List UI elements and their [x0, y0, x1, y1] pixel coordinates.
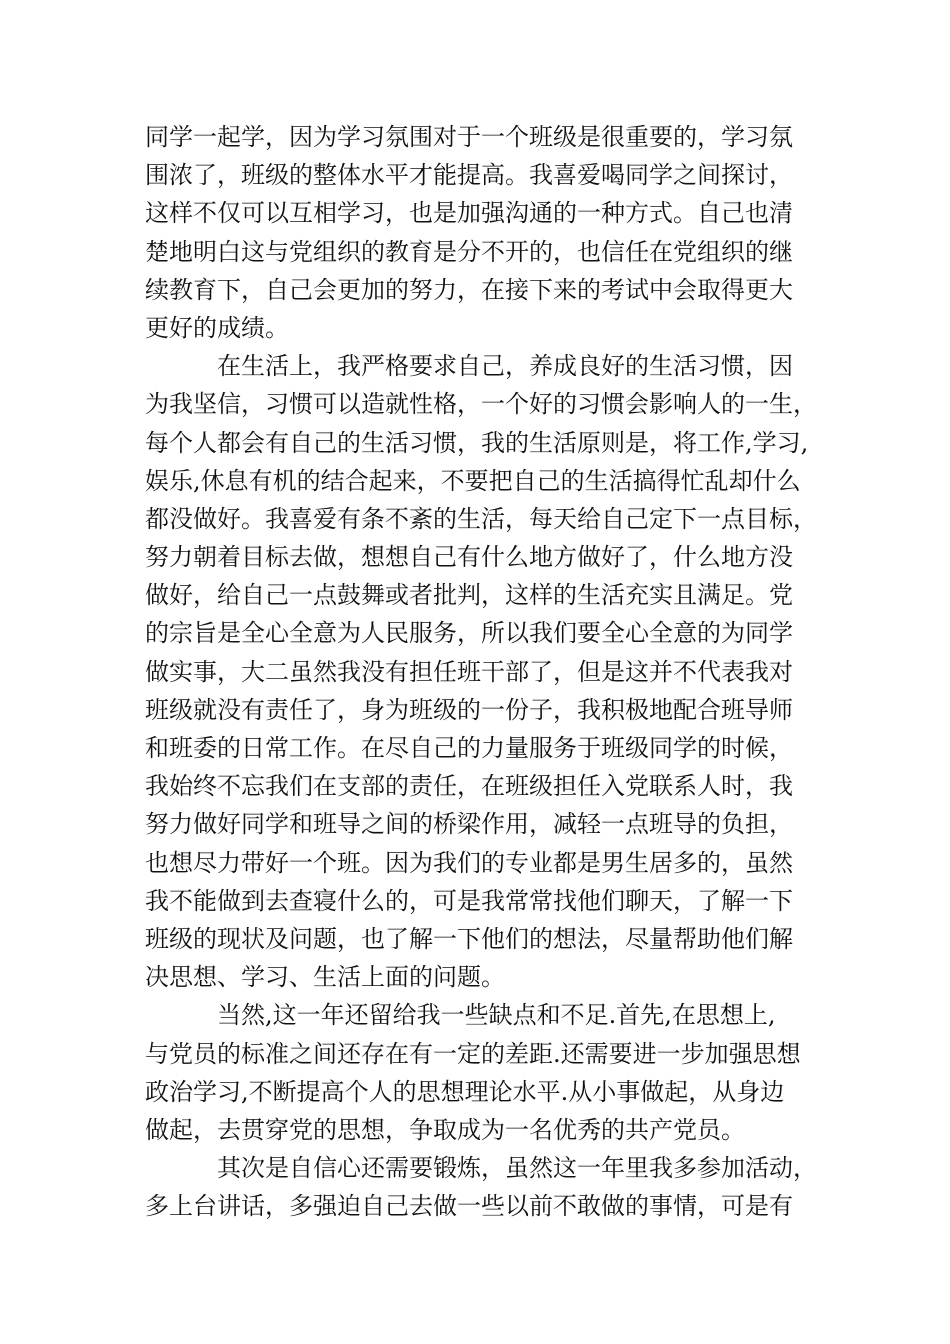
text-line: 更好的成绩。	[145, 313, 289, 342]
text-line: 为我坚信，习惯可以造就性格，一个好的习惯会影响人的一生，	[145, 390, 817, 419]
text-line: 与党员的标准之间还存在有一定的差距.还需要进一步加强思想	[145, 1039, 801, 1068]
text-line: 班级的现状及问题，也了解一下他们的想法，尽量帮助他们解	[145, 924, 793, 953]
paragraph-first-line: 当然,这一年还留给我一些缺点和不足.首先,在思想上,	[217, 1001, 776, 1030]
body-text	[145, 118, 817, 1225]
text-line: 和班委的日常工作。在尽自己的力量服务于班级同学的时候，	[145, 734, 793, 762]
text-line: 同学一起学，因为学习氛围对于一个班级是很重要的，学习氛	[145, 123, 793, 151]
text-line: 每个人都会有自己的生活习惯，我的生活原则是，将工作,学习,	[145, 428, 809, 457]
text-line: 决思想、学习、生活上面的问题。	[145, 963, 505, 992]
text-line: 班级就没有责任了，身为班级的一份子，我积极地配合班导师	[145, 695, 793, 724]
text-line: 的宗旨是全心全意为人民服务，所以我们要全心全意的为同学	[145, 619, 793, 648]
text-line: 做起，去贯穿党的思想，争取成为一名优秀的共产党员。	[145, 1115, 745, 1144]
text-line: 政治学习,不断提高个人的思想理论水平.从小事做起，从身边	[145, 1077, 785, 1106]
text-line: 我始终不忘我们在支部的责任，在班级担任入党联系人时，我	[145, 772, 793, 801]
text-line: 娱乐,休息有机的结合起来，不要把自己的生活搞得忙乱却什么	[145, 466, 801, 495]
text-line: 围浓了，班级的整体水平才能提高。我喜爱喝同学之间探讨，	[145, 161, 793, 190]
text-line: 都没做好。我喜爱有条不紊的生活，每天给自己定下一点目标，	[145, 504, 817, 533]
text-line: 做好，给自己一点鼓舞或者批判，这样的生活充实且满足。党	[145, 581, 793, 610]
text-line: 我不能做到去查寝什么的，可是我常常找他们聊天，了解一下	[145, 886, 793, 915]
text-line: 做实事，大二虽然我没有担任班干部了，但是这并不代表我对	[145, 657, 793, 686]
paragraph-first-line: 在生活上，我严格要求自己，养成良好的生活习惯，因	[217, 352, 793, 381]
text-line: 多上台讲话，多强迫自己去做一些以前不敢做的事情，可是有	[145, 1192, 793, 1221]
text-line: 努力做好同学和班导之间的桥梁作用，减轻一点班导的负担，	[145, 810, 793, 839]
text-line: 续教育下，自己会更加的努力，在接下来的考试中会取得更大	[145, 275, 793, 304]
text-line: 这样不仅可以互相学习，也是加强沟通的一种方式。自己也清	[145, 199, 793, 228]
text-line: 楚地明白这与党组织的教育是分不开的，也信任在党组织的继	[145, 237, 793, 266]
paragraph-first-line: 其次是自信心还需要锻炼，虽然这一年里我多参加活动，	[217, 1154, 817, 1183]
text-line: 也想尽力带好一个班。因为我们的专业都是男生居多的，虽然	[145, 848, 793, 877]
text-line: 努力朝着目标去做，想想自己有什么地方做好了，什么地方没	[145, 543, 793, 572]
